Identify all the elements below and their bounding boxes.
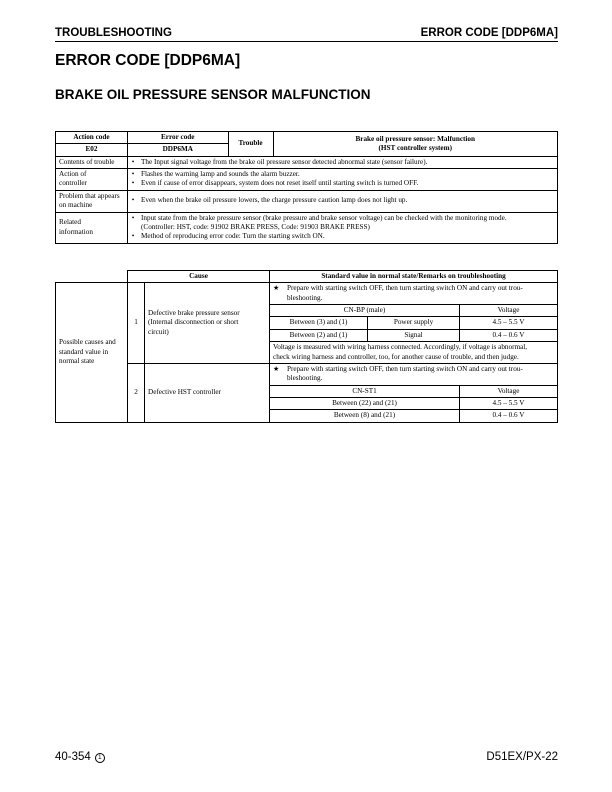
header-divider [55,41,558,42]
connector-name: CN-BP (male) [270,305,460,317]
revision-mark-icon: 1 [95,753,105,763]
prep-line2: bleshooting. [287,374,323,383]
related-item-line: Input state from the brake pressure sensor (brake pressure and brake sensor voltage) can be checked with the monitoring mode. [141,213,507,222]
problem-label-line1: Problem that appears [59,191,120,200]
bullet: • [128,190,139,212]
bullet: • [131,213,135,222]
cause-text-line1: Defective brake pressure sensor [148,309,240,318]
problem-label-line2: on machine [59,201,93,210]
cause-text-line3: circuit) [148,327,169,336]
side-label-line2: standard value in [59,347,109,356]
page-title: ERROR CODE [DDP6MA] [55,52,241,69]
trouble-text-line2: (HST controller system) [378,143,452,152]
note-line1: Voltage is measured with wiring harness connected. Accordingly, if voltage is abnormal, [273,343,528,352]
contents-label: Contents of trouble [56,156,128,168]
signal-label: Power supply [368,317,460,329]
trouble-header: Trouble [228,132,273,157]
related-label-line2: information [59,227,93,236]
bullet: • [131,170,135,179]
cause-number: 1 [128,283,145,364]
related-item: Method of reproducing error code: Turn the starting switch ON. [141,232,325,241]
action-label [56,169,128,191]
note-line2: check wiring harness and controller, too, for another cause of trouble, and then judge. [273,352,519,361]
connector-name: CN-ST1 [270,385,460,397]
page-subtitle: BRAKE OIL PRESSURE SENSOR MALFUNCTION [55,87,371,102]
action-label-line2: controller [59,179,87,188]
error-info-table [55,131,558,244]
side-label-line3: normal state [59,357,95,366]
bullet: • [131,232,135,241]
action-code-value: E02 [56,144,128,156]
cause-header: Cause [128,271,270,283]
problem-label [56,190,128,212]
star-icon: ★ [273,364,280,373]
action-code-header: Action code [56,132,128,144]
bullet: • [128,156,139,168]
bullet-group [128,169,139,191]
related-label-line1: Related [59,218,81,227]
error-code-header: Error code [128,132,229,144]
model-name: D51EX/PX-22 [486,751,558,763]
blank-corner [56,271,128,283]
error-code-value: DDP6MA [128,144,229,156]
related-item-line: (Controller: HST, code: 91902 BRAKE PRESS, Code: 91903 BRAKE PRESS) [141,222,370,231]
trouble-description [273,132,558,157]
action-item: Even if cause of error disappears, system does not reset itself until starting switch is turned OFF. [141,179,419,188]
voltage-value: 0.4 – 0.6 V [460,329,558,341]
section-label: TROUBLESHOOTING [55,27,172,39]
cause-text-line2: (Internal disconnection or short [148,318,239,327]
problem-text: Even when the brake oil pressure lowers, the charge pressure caution lamp does not light up. [138,190,558,212]
running-header [55,27,558,41]
standard-header: Standard value in normal state/Remarks on troubleshooting [270,271,558,283]
prep-line1: Prepare with starting switch OFF, then turn starting switch ON and carry out trou- [287,284,523,293]
prep-note [270,283,558,305]
between-pins: Between (8) and (21) [270,410,460,422]
problem-row [56,190,558,212]
voltage-value: 0.4 – 0.6 V [460,410,558,422]
prep-line1: Prepare with starting switch OFF, then turn starting switch ON and carry out trou- [287,364,523,373]
bullet: • [131,179,135,188]
possible-causes-label [56,283,128,422]
voltage-header: Voltage [460,305,558,317]
page-number-text: 40-354 [55,751,91,763]
side-label-line1: Possible causes and [59,338,116,347]
action-text [138,169,558,191]
action-label-line1: Action of [59,170,87,179]
related-text [138,212,558,243]
contents-row [56,156,558,168]
star-icon: ★ [273,284,280,293]
cause-number: 2 [128,363,145,422]
measurement-note [270,342,558,364]
voltage-value: 4.5 – 5.5 V [460,317,558,329]
between-pins: Between (22) and (21) [270,397,460,409]
bullet-group [128,212,139,243]
voltage-value: 4.5 – 5.5 V [460,397,558,409]
cause-table [55,270,558,423]
action-item: Flashes the warning lamp and sounds the alarm buzzer. [141,170,300,179]
related-row [56,212,558,243]
voltage-header: Voltage [460,385,558,397]
between-pins: Between (3) and (1) [270,317,368,329]
action-row [56,169,558,191]
cause-text: Defective HST controller [145,363,270,422]
prep-line2: bleshooting. [287,293,323,302]
contents-text: The Input signal voltage from the brake oil pressure sensor detected abnormal state (sensor failure). [138,156,558,168]
cause-text [145,283,270,364]
signal-label: Signal [368,329,460,341]
prep-note [270,363,558,385]
related-label [56,212,128,243]
between-pins: Between (2) and (1) [270,329,368,341]
header-error-code: ERROR CODE [DDP6MA] [420,27,558,39]
page-number [55,751,105,763]
trouble-text-line1: Brake oil pressure sensor: Malfunction [355,134,476,143]
